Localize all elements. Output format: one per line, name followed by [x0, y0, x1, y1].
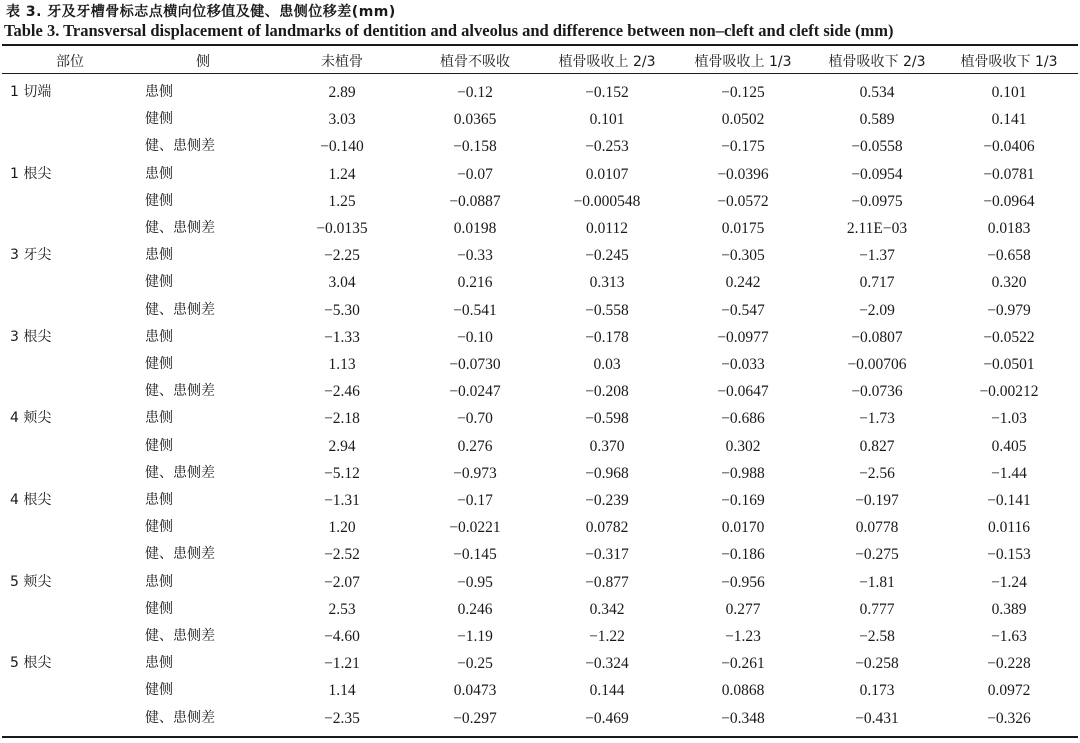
resorption-upper-2-3-cell: 0.313 [589, 274, 625, 292]
side-cell: 患侧 [145, 492, 173, 508]
graft-no-resorption-cell: −0.0887 [449, 192, 501, 210]
table-title-english: Table 3. Transversal displacement of landmarks of dentition and alveolus and difference between non–cleft and cleft side (mm) [4, 21, 894, 40]
resorption-lower-2-3-cell: 0.534 [859, 84, 895, 101]
table-header-row [0, 50, 1080, 74]
resorption-lower-2-3-cell: −0.0807 [851, 328, 903, 346]
graft-no-resorption-cell: −0.541 [453, 301, 497, 319]
resorption-lower-2-3-cell: −0.258 [855, 655, 899, 673]
header-graft-no-resorption: 植骨不吸收 [440, 54, 510, 70]
graft-no-resorption-cell: 0.0198 [453, 220, 497, 237]
table-row [0, 215, 1080, 242]
resorption-lower-2-3-cell: −0.0736 [851, 383, 903, 401]
resorption-upper-2-3-cell: −0.469 [585, 709, 629, 727]
no-graft-cell: 3.03 [328, 111, 356, 129]
no-graft-cell: −2.52 [324, 546, 360, 564]
header-resorption-lower-2-3: 植骨吸收下 2/3 [828, 54, 926, 70]
resorption-upper-2-3-cell: −0.558 [585, 301, 629, 319]
resorption-lower-1-3-cell: 0.0183 [987, 220, 1031, 237]
no-graft-cell: −1.31 [324, 492, 360, 509]
side-cell: 健侧 [145, 519, 173, 536]
resorption-upper-2-3-cell: 0.370 [589, 437, 625, 455]
no-graft-cell: −0.140 [320, 138, 364, 156]
resorption-lower-1-3-cell: −0.0522 [983, 328, 1035, 346]
graft-no-resorption-cell: 0.276 [457, 437, 493, 455]
table-bottom-rule [2, 736, 1078, 738]
resorption-lower-2-3-cell: −0.0558 [851, 138, 903, 156]
graft-no-resorption-cell: −0.10 [457, 328, 493, 346]
graft-no-resorption-cell: 0.216 [457, 274, 493, 292]
no-graft-cell: −5.30 [324, 301, 360, 319]
side-cell: 健侧 [145, 192, 173, 209]
graft-no-resorption-cell: 0.0365 [453, 111, 497, 129]
resorption-upper-1-3-cell: −0.033 [721, 356, 765, 373]
table-top-rule [2, 44, 1078, 46]
resorption-upper-2-3-cell: −1.22 [589, 628, 625, 645]
resorption-upper-1-3-cell: −0.261 [721, 655, 765, 673]
resorption-lower-1-3-cell: 0.101 [991, 84, 1027, 101]
no-graft-cell: −0.0135 [316, 220, 368, 237]
graft-no-resorption-cell: −0.07 [457, 165, 493, 183]
resorption-lower-2-3-cell: −1.81 [859, 573, 895, 591]
side-cell: 健、患侧差 [145, 546, 215, 563]
resorption-lower-2-3-cell: 0.173 [859, 682, 895, 700]
resorption-lower-1-3-cell: 0.405 [991, 437, 1027, 455]
table-row [0, 297, 1080, 324]
resorption-upper-2-3-cell: −0.598 [585, 410, 629, 428]
no-graft-cell: 1.13 [328, 356, 356, 373]
resorption-lower-2-3-cell: 0.717 [859, 274, 895, 292]
resorption-lower-2-3-cell: 0.589 [859, 111, 895, 129]
table-row [0, 378, 1080, 405]
resorption-upper-2-3-cell: −0.239 [585, 492, 629, 509]
resorption-upper-1-3-cell: 0.302 [725, 437, 761, 455]
resorption-lower-1-3-cell: 0.0972 [987, 682, 1031, 700]
side-cell: 健、患侧差 [145, 301, 215, 318]
side-cell: 健、患侧差 [145, 628, 215, 644]
resorption-upper-1-3-cell: 0.0868 [721, 682, 765, 700]
table-row [0, 269, 1080, 296]
resorption-lower-2-3-cell: −0.197 [855, 492, 899, 509]
resorption-lower-1-3-cell: −0.00212 [979, 383, 1039, 401]
resorption-lower-2-3-cell: −0.0975 [851, 192, 903, 210]
resorption-upper-1-3-cell: −0.0977 [717, 328, 769, 346]
resorption-upper-2-3-cell: −0.253 [585, 138, 629, 156]
side-cell: 健侧 [145, 600, 173, 617]
side-cell: 健侧 [145, 682, 173, 699]
table-row [0, 106, 1080, 133]
graft-no-resorption-cell: 0.246 [457, 600, 493, 618]
resorption-upper-1-3-cell: −0.686 [721, 410, 765, 428]
resorption-upper-1-3-cell: −0.169 [721, 492, 765, 509]
graft-no-resorption-cell: −0.145 [453, 546, 497, 564]
resorption-upper-2-3-cell: 0.0107 [585, 165, 629, 183]
graft-no-resorption-cell: 0.0473 [453, 682, 497, 700]
side-cell: 健、患侧差 [145, 138, 215, 155]
graft-no-resorption-cell: −0.0730 [449, 356, 501, 373]
resorption-lower-1-3-cell: −0.141 [987, 492, 1031, 509]
resorption-upper-1-3-cell: −0.547 [721, 301, 765, 319]
no-graft-cell: 2.94 [328, 437, 356, 455]
side-cell: 患侧 [145, 655, 173, 672]
resorption-upper-1-3-cell: −1.23 [725, 628, 761, 645]
graft-no-resorption-cell: −0.297 [453, 709, 497, 727]
graft-no-resorption-cell: −0.25 [457, 655, 493, 673]
resorption-lower-1-3-cell: −0.228 [987, 655, 1031, 673]
no-graft-cell: −2.07 [324, 573, 360, 591]
landmark-cell: 5 根尖 [10, 655, 52, 672]
table-row [0, 541, 1080, 568]
no-graft-cell: −2.35 [324, 709, 360, 727]
resorption-lower-1-3-cell: −0.979 [987, 301, 1031, 319]
resorption-upper-1-3-cell: −0.0572 [717, 192, 769, 210]
resorption-upper-1-3-cell: −0.0396 [717, 165, 769, 183]
side-cell: 健、患侧差 [145, 383, 215, 400]
side-cell: 患侧 [145, 410, 173, 427]
resorption-upper-1-3-cell: 0.0175 [721, 220, 765, 237]
header-landmark: 部位 [56, 54, 84, 70]
no-graft-cell: −2.18 [324, 410, 360, 428]
table-row [0, 650, 1080, 677]
table-header-rule [2, 73, 1078, 74]
landmark-cell: 3 根尖 [10, 328, 52, 345]
resorption-upper-1-3-cell: −0.305 [721, 247, 765, 265]
landmark-cell: 1 切端 [10, 84, 52, 100]
resorption-lower-2-3-cell: −1.37 [859, 247, 895, 265]
resorption-lower-1-3-cell: 0.141 [991, 111, 1027, 129]
side-cell: 患侧 [145, 247, 173, 264]
resorption-lower-1-3-cell: 0.0116 [987, 519, 1031, 537]
resorption-upper-2-3-cell: −0.245 [585, 247, 629, 265]
resorption-upper-1-3-cell: −0.175 [721, 138, 765, 156]
no-graft-cell: −2.25 [324, 247, 360, 265]
table-row [0, 596, 1080, 623]
landmark-cell: 3 牙尖 [10, 247, 52, 264]
resorption-lower-1-3-cell: 0.320 [991, 274, 1027, 292]
table-row [0, 324, 1080, 351]
resorption-upper-2-3-cell: −0.000548 [573, 192, 641, 210]
no-graft-cell: 1.20 [328, 519, 356, 537]
resorption-lower-2-3-cell: −2.58 [859, 628, 895, 645]
table-row [0, 623, 1080, 650]
no-graft-cell: −1.33 [324, 328, 360, 346]
resorption-upper-1-3-cell: −0.186 [721, 546, 765, 564]
no-graft-cell: −4.60 [324, 628, 360, 645]
no-graft-cell: −2.46 [324, 383, 360, 401]
table-row [0, 569, 1080, 596]
resorption-upper-1-3-cell: 0.242 [725, 274, 761, 292]
resorption-lower-2-3-cell: −2.56 [859, 464, 895, 482]
resorption-lower-1-3-cell: −1.44 [991, 464, 1027, 482]
graft-no-resorption-cell: −0.973 [453, 464, 497, 482]
side-cell: 健侧 [145, 437, 173, 454]
table-row [0, 677, 1080, 704]
resorption-upper-1-3-cell: −0.0647 [717, 383, 769, 401]
resorption-upper-2-3-cell: −0.208 [585, 383, 629, 401]
resorption-lower-1-3-cell: −1.03 [991, 410, 1027, 428]
resorption-upper-2-3-cell: −0.152 [585, 84, 629, 101]
no-graft-cell: 1.14 [328, 682, 356, 700]
resorption-lower-2-3-cell: 2.11E−03 [846, 220, 908, 237]
side-cell: 健侧 [145, 274, 173, 291]
graft-no-resorption-cell: −0.0221 [449, 519, 501, 537]
graft-no-resorption-cell: −0.70 [457, 410, 493, 428]
resorption-lower-2-3-cell: 0.777 [859, 600, 895, 618]
side-cell: 健、患侧差 [145, 220, 215, 236]
table-row [0, 705, 1080, 732]
resorption-lower-1-3-cell: −0.153 [987, 546, 1031, 564]
resorption-upper-1-3-cell: −0.125 [721, 84, 765, 101]
resorption-lower-2-3-cell: 0.827 [859, 437, 895, 455]
side-cell: 健、患侧差 [145, 464, 215, 481]
table-row [0, 405, 1080, 432]
resorption-lower-1-3-cell: −0.0406 [983, 138, 1035, 156]
resorption-lower-1-3-cell: −1.63 [991, 628, 1027, 645]
resorption-upper-1-3-cell: 0.0170 [721, 519, 765, 537]
no-graft-cell: 2.89 [328, 84, 356, 101]
resorption-lower-2-3-cell: −0.431 [855, 709, 899, 727]
resorption-lower-1-3-cell: −0.658 [987, 247, 1031, 265]
resorption-lower-2-3-cell: 0.0778 [855, 519, 899, 537]
resorption-upper-1-3-cell: 0.277 [725, 600, 761, 618]
side-cell: 健侧 [145, 356, 173, 372]
resorption-lower-1-3-cell: 0.389 [991, 600, 1027, 618]
table-row [0, 133, 1080, 160]
resorption-upper-2-3-cell: 0.0112 [585, 220, 629, 237]
resorption-lower-1-3-cell: −0.0781 [983, 165, 1035, 183]
table-row [0, 460, 1080, 487]
resorption-upper-2-3-cell: 0.342 [589, 600, 625, 618]
side-cell: 患侧 [145, 573, 173, 590]
graft-no-resorption-cell: −1.19 [457, 628, 493, 645]
header-no-graft: 未植骨 [321, 54, 363, 70]
graft-no-resorption-cell: −0.95 [457, 573, 493, 591]
table-row [0, 433, 1080, 460]
resorption-lower-2-3-cell: −2.09 [859, 301, 895, 319]
no-graft-cell: −1.21 [324, 655, 360, 673]
resorption-lower-2-3-cell: −0.0954 [851, 165, 903, 183]
resorption-lower-2-3-cell: −0.275 [855, 546, 899, 564]
table-row [0, 188, 1080, 215]
resorption-upper-2-3-cell: 0.101 [589, 111, 625, 129]
side-cell: 健侧 [145, 111, 173, 128]
no-graft-cell: 3.04 [328, 274, 356, 292]
landmark-cell: 1 根尖 [10, 165, 52, 182]
table-title-chinese: 表 3. 牙及牙槽骨标志点横向位移值及健、患侧位移差(mm) [6, 4, 396, 20]
header-side: 侧 [196, 54, 210, 70]
header-resorption-upper-2-3: 植骨吸收上 2/3 [558, 54, 656, 70]
resorption-lower-1-3-cell: −0.0964 [983, 192, 1035, 210]
table-row [0, 161, 1080, 188]
resorption-lower-2-3-cell: −1.73 [859, 410, 895, 428]
no-graft-cell: 2.53 [328, 600, 356, 618]
table-row [0, 79, 1080, 106]
landmark-cell: 4 根尖 [10, 492, 52, 508]
resorption-upper-1-3-cell: −0.956 [721, 573, 765, 591]
header-resorption-lower-1-3: 植骨吸收下 1/3 [960, 54, 1058, 70]
resorption-upper-1-3-cell: 0.0502 [721, 111, 765, 129]
side-cell: 患侧 [145, 165, 173, 182]
no-graft-cell: 1.25 [328, 192, 356, 210]
table-row [0, 514, 1080, 541]
resorption-upper-2-3-cell: −0.877 [585, 573, 629, 591]
landmark-cell: 5 颊尖 [10, 573, 52, 590]
table-row [0, 242, 1080, 269]
resorption-lower-1-3-cell: −1.24 [991, 573, 1027, 591]
resorption-upper-2-3-cell: −0.324 [585, 655, 629, 673]
resorption-upper-2-3-cell: 0.03 [593, 356, 621, 373]
side-cell: 患侧 [145, 328, 173, 345]
resorption-upper-2-3-cell: −0.317 [585, 546, 629, 564]
resorption-lower-2-3-cell: −0.00706 [847, 356, 907, 373]
resorption-upper-2-3-cell: −0.968 [585, 464, 629, 482]
no-graft-cell: 1.24 [328, 165, 356, 183]
side-cell: 健、患侧差 [145, 709, 215, 726]
graft-no-resorption-cell: −0.158 [453, 138, 497, 156]
resorption-lower-1-3-cell: −0.326 [987, 709, 1031, 727]
resorption-upper-2-3-cell: −0.178 [585, 328, 629, 346]
graft-no-resorption-cell: −0.12 [457, 84, 493, 101]
resorption-upper-1-3-cell: −0.988 [721, 464, 765, 482]
graft-no-resorption-cell: −0.17 [457, 492, 493, 509]
side-cell: 患侧 [145, 84, 173, 100]
header-resorption-upper-1-3: 植骨吸收上 1/3 [694, 54, 792, 70]
table-row [0, 487, 1080, 514]
resorption-upper-2-3-cell: 0.0782 [585, 519, 629, 537]
table-row [0, 351, 1080, 378]
resorption-upper-2-3-cell: 0.144 [589, 682, 625, 700]
graft-no-resorption-cell: −0.33 [457, 247, 493, 265]
graft-no-resorption-cell: −0.0247 [449, 383, 501, 401]
landmark-cell: 4 颊尖 [10, 410, 52, 427]
resorption-upper-1-3-cell: −0.348 [721, 709, 765, 727]
resorption-lower-1-3-cell: −0.0501 [983, 356, 1035, 373]
no-graft-cell: −5.12 [324, 464, 360, 482]
